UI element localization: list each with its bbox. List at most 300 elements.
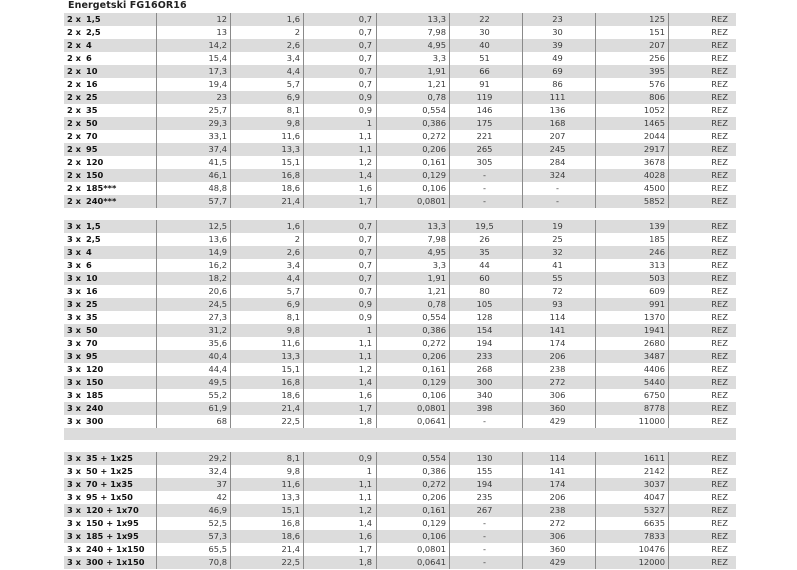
- table-cell: 1,6: [304, 389, 377, 402]
- table-cell: 194: [450, 478, 523, 491]
- table-cell: 2142: [596, 465, 669, 478]
- cores-label: 3 x: [67, 531, 82, 541]
- table-cell: REZ: [711, 273, 728, 283]
- cross-section-label: 1,5: [86, 14, 101, 24]
- cross-section-label: 35 + 1x25: [86, 453, 133, 463]
- cross-section-label: 25: [86, 299, 98, 309]
- table-cell: REZ: [711, 364, 728, 374]
- table-cell: 313: [596, 259, 669, 272]
- table-cell: 609: [596, 285, 669, 298]
- cores-label: 3 x: [67, 518, 82, 528]
- table-cell: 22: [450, 13, 523, 26]
- table-row: [64, 78, 736, 91]
- table-cell: 8,1: [231, 452, 304, 465]
- cross-section-label: 95: [86, 144, 98, 154]
- table-row: [64, 169, 736, 182]
- table-cell: 0,7: [304, 52, 377, 65]
- table-cell: -: [450, 182, 523, 195]
- table-cell: 0,9: [304, 298, 377, 311]
- cross-section-label: 120: [86, 157, 104, 167]
- table-cell: REZ: [711, 338, 728, 348]
- table-cell: 206: [523, 491, 596, 504]
- table-cell: 305: [450, 156, 523, 169]
- table-cell: 360: [523, 543, 596, 556]
- table-cell: 154: [450, 324, 523, 337]
- table-cell: 3,4: [231, 52, 304, 65]
- cross-section-label: 300: [86, 416, 104, 426]
- table-cell: 0,7: [304, 13, 377, 26]
- table-cell: 25: [523, 233, 596, 246]
- table-cell: 0,7: [304, 39, 377, 52]
- table-cell: 1941: [596, 324, 669, 337]
- table-row: [64, 220, 736, 233]
- cores-label: 2 x: [67, 40, 82, 50]
- table-cell: 8,1: [231, 311, 304, 324]
- table-cell: REZ: [711, 286, 728, 296]
- table-cell: 10476: [596, 543, 669, 556]
- table-row: [64, 117, 736, 130]
- table-cell: 19: [523, 220, 596, 233]
- table-cell: 3037: [596, 478, 669, 491]
- table-cell: 0,9: [304, 452, 377, 465]
- conductor-size-cell: [64, 143, 157, 156]
- table-cell: 111: [523, 91, 596, 104]
- table-cell: REZ: [711, 492, 728, 502]
- table-cell: -: [450, 556, 523, 569]
- table-cell: REZ: [711, 144, 728, 154]
- cores-label: 3 x: [67, 492, 82, 502]
- conductor-size-cell: [64, 504, 157, 517]
- cores-label: 3 x: [67, 273, 82, 283]
- table-cell: 0,9: [304, 311, 377, 324]
- table-cell: 0,161: [377, 156, 450, 169]
- table-cell: 1,2: [304, 156, 377, 169]
- table-cell: 18,6: [231, 389, 304, 402]
- table-cell: 1,4: [304, 517, 377, 530]
- table-cell: 114: [523, 452, 596, 465]
- table-cell: REZ: [711, 299, 728, 309]
- table-row: [64, 195, 736, 208]
- cores-label: 3 x: [67, 377, 82, 387]
- table-row: [64, 26, 736, 39]
- table-cell: REZ: [711, 27, 728, 37]
- table-cell: 5,7: [231, 285, 304, 298]
- table-cell: 2: [231, 26, 304, 39]
- cross-section-label: 70 + 1x35: [86, 479, 133, 489]
- cores-label: 3 x: [67, 479, 82, 489]
- table-cell: 66: [450, 65, 523, 78]
- table-cell: 48,8: [157, 182, 231, 195]
- table-cell: -: [523, 195, 596, 208]
- conductor-size-cell: [64, 272, 157, 285]
- cross-section-label: 16: [86, 286, 98, 296]
- table-cell: 4,95: [377, 39, 450, 52]
- cross-section-label: 240 + 1x150: [86, 544, 145, 554]
- table-cell: 1,8: [304, 556, 377, 569]
- table-cell: 30: [523, 26, 596, 39]
- cores-label: 2 x: [67, 27, 82, 37]
- table-cell: 1,1: [304, 350, 377, 363]
- table-cell: REZ: [711, 170, 728, 180]
- cores-label: 3 x: [67, 557, 82, 567]
- table-cell: 174: [523, 337, 596, 350]
- table-cell: 0,386: [377, 465, 450, 478]
- table-cell: 0,7: [304, 246, 377, 259]
- table-cell: 32,4: [157, 465, 231, 478]
- table-cell: 5,7: [231, 78, 304, 91]
- table-cell: 9,8: [231, 324, 304, 337]
- cross-section-label: 70: [86, 131, 98, 141]
- table-cell: REZ: [711, 40, 728, 50]
- table-row: [64, 39, 736, 52]
- table-cell: 57,7: [157, 195, 231, 208]
- table-cell: REZ: [711, 479, 728, 489]
- table-cell: 1,21: [377, 78, 450, 91]
- table-cell: 32: [523, 246, 596, 259]
- table-cell: 29,3: [157, 117, 231, 130]
- cores-label: 3 x: [67, 364, 82, 374]
- table-cell: 4028: [596, 169, 669, 182]
- conductor-size-cell: [64, 91, 157, 104]
- table-cell: REZ: [711, 531, 728, 541]
- table-cell: REZ: [711, 131, 728, 141]
- table-cell: 13,6: [157, 233, 231, 246]
- table-cell: 0,206: [377, 350, 450, 363]
- conductor-size-cell: [64, 530, 157, 543]
- table-cell: 13,3: [231, 143, 304, 156]
- table-row: [64, 491, 736, 504]
- table-cell: 136: [523, 104, 596, 117]
- table-cell: -: [450, 415, 523, 428]
- table-cell: 40,4: [157, 350, 231, 363]
- cross-section-label: 50 + 1x25: [86, 466, 133, 476]
- table-cell: 0,272: [377, 130, 450, 143]
- cross-section-label: 240: [86, 403, 104, 413]
- table-cell: 245: [523, 143, 596, 156]
- table-cell: 1,6: [231, 13, 304, 26]
- conductor-size-cell: [64, 478, 157, 491]
- table-cell: 25,7: [157, 104, 231, 117]
- cross-section-label: 16: [86, 79, 98, 89]
- cores-label: 3 x: [67, 351, 82, 361]
- cores-label: 2 x: [67, 157, 82, 167]
- table-row: [64, 402, 736, 415]
- table-cell: 9,8: [231, 117, 304, 130]
- table-cell: 395: [596, 65, 669, 78]
- table-cell: 265: [450, 143, 523, 156]
- table-row: [64, 324, 736, 337]
- cross-section-label: 95 + 1x50: [86, 492, 133, 502]
- table-cell: REZ: [711, 157, 728, 167]
- table-cell: REZ: [711, 351, 728, 361]
- conductor-size-cell: [64, 104, 157, 117]
- conductor-size-cell: [64, 415, 157, 428]
- table-cell: 256: [596, 52, 669, 65]
- table-cell: 141: [523, 324, 596, 337]
- table-cell: 1,1: [304, 130, 377, 143]
- table-cell: REZ: [711, 505, 728, 515]
- table-cell: 0,386: [377, 117, 450, 130]
- cores-label: 2 x: [67, 53, 82, 63]
- table-cell: 1,7: [304, 402, 377, 415]
- table-cell: 13: [157, 26, 231, 39]
- table-row: [64, 130, 736, 143]
- conductor-size-cell: [64, 311, 157, 324]
- table-row: [64, 65, 736, 78]
- table-cell: REZ: [711, 557, 728, 567]
- conductor-size-cell: [64, 324, 157, 337]
- table-cell: 57,3: [157, 530, 231, 543]
- table-cell: 1465: [596, 117, 669, 130]
- table-cell: 11,6: [231, 478, 304, 491]
- table-cell: 7,98: [377, 233, 450, 246]
- table-cell: REZ: [711, 14, 728, 24]
- table-cell: 49: [523, 52, 596, 65]
- table-row: [64, 543, 736, 556]
- cores-label: 2 x: [67, 79, 82, 89]
- table-cell: 55: [523, 272, 596, 285]
- table-cell: 12000: [596, 556, 669, 569]
- table-cell: 13,3: [377, 220, 450, 233]
- table-cell: 22,5: [231, 415, 304, 428]
- table-cell: 235: [450, 491, 523, 504]
- table-cell: 0,206: [377, 491, 450, 504]
- table-cell: 3487: [596, 350, 669, 363]
- table-cell: 1,7: [304, 543, 377, 556]
- table-cell: 503: [596, 272, 669, 285]
- table-row: [64, 259, 736, 272]
- table-cell: 0,161: [377, 504, 450, 517]
- table-cell: 1052: [596, 104, 669, 117]
- table-cell: 1: [304, 117, 377, 130]
- table-cell: 284: [523, 156, 596, 169]
- table-row: [64, 389, 736, 402]
- table-cell: 44,4: [157, 363, 231, 376]
- table-cell: 26: [450, 233, 523, 246]
- table-cell: 51: [450, 52, 523, 65]
- cross-section-label: 25: [86, 92, 98, 102]
- cross-section-label: 150 + 1x95: [86, 518, 139, 528]
- table-cell: 0,9: [304, 104, 377, 117]
- cross-section-label: 35: [86, 312, 98, 322]
- table-row: [64, 104, 736, 117]
- table-cell: REZ: [711, 325, 728, 335]
- table-cell: 18,6: [231, 182, 304, 195]
- table-cell: 0,0801: [377, 195, 450, 208]
- table-cell: 1,2: [304, 363, 377, 376]
- table-row: [64, 337, 736, 350]
- table-cell: 398: [450, 402, 523, 415]
- table-title: Energetski FG16OR16: [68, 0, 187, 11]
- table-cell: 0,7: [304, 65, 377, 78]
- conductor-size-cell: [64, 52, 157, 65]
- table-cell: REZ: [711, 466, 728, 476]
- conductor-size-cell: [64, 259, 157, 272]
- table-cell: 324: [523, 169, 596, 182]
- table-cell: 4,95: [377, 246, 450, 259]
- table-cell: REZ: [711, 66, 728, 76]
- table-row: [64, 298, 736, 311]
- table-cell: 0,554: [377, 104, 450, 117]
- table-cell: 0,0641: [377, 415, 450, 428]
- table-row: [64, 530, 736, 543]
- table-cell: 141: [523, 465, 596, 478]
- table-cell: 146: [450, 104, 523, 117]
- table-cell: 151: [596, 26, 669, 39]
- cores-label: 2 x: [67, 66, 82, 76]
- table-cell: 19,5: [450, 220, 523, 233]
- cross-section-label: 150: [86, 170, 104, 180]
- table-cell: 4500: [596, 182, 669, 195]
- table-cell: 5327: [596, 504, 669, 517]
- table-cell: 8,1: [231, 104, 304, 117]
- table-cell: 206: [523, 350, 596, 363]
- table-row: [64, 246, 736, 259]
- cross-section-label: 150: [86, 377, 104, 387]
- table-cell: 49,5: [157, 376, 231, 389]
- table-cell: -: [523, 182, 596, 195]
- table-cell: 5440: [596, 376, 669, 389]
- cores-label: 2 x: [67, 170, 82, 180]
- cores-label: 2 x: [67, 144, 82, 154]
- conductor-size-cell: [64, 78, 157, 91]
- table-cell: 1: [304, 324, 377, 337]
- table-cell: 125: [596, 13, 669, 26]
- table-cell: -: [450, 517, 523, 530]
- table-cell: 1,6: [304, 182, 377, 195]
- table-cell: 0,7: [304, 78, 377, 91]
- cross-section-label: 120: [86, 364, 104, 374]
- conductor-size-cell: [64, 452, 157, 465]
- table-cell: 70,8: [157, 556, 231, 569]
- cross-section-label: 50: [86, 118, 98, 128]
- table-cell: 429: [523, 556, 596, 569]
- table-cell: 306: [523, 530, 596, 543]
- cross-section-label: 2,5: [86, 234, 101, 244]
- conductor-size-cell: [64, 220, 157, 233]
- cross-section-label: 120 + 1x70: [86, 505, 139, 515]
- table-cell: 2,6: [231, 39, 304, 52]
- cross-section-label: 50: [86, 325, 98, 335]
- table-cell: 21,4: [231, 543, 304, 556]
- table-cell: 1,8: [304, 415, 377, 428]
- table-cell: 1,4: [304, 169, 377, 182]
- table-cell: 16,8: [231, 169, 304, 182]
- conductor-size-cell: [64, 350, 157, 363]
- cores-label: 3 x: [67, 260, 82, 270]
- table-cell: 0,0801: [377, 402, 450, 415]
- table-cell: REZ: [711, 416, 728, 426]
- cross-section-label: 6: [86, 260, 92, 270]
- table-cell: 14,9: [157, 246, 231, 259]
- table-cell: 991: [596, 298, 669, 311]
- table-cell: 0,7: [304, 285, 377, 298]
- cross-section-label: 240***: [86, 196, 117, 206]
- table-cell: 2044: [596, 130, 669, 143]
- section-divider: [64, 428, 736, 440]
- table-cell: REZ: [711, 105, 728, 115]
- table-cell: 238: [523, 363, 596, 376]
- table-cell: 185: [596, 233, 669, 246]
- table-cell: 4,4: [231, 65, 304, 78]
- conductor-size-cell: [64, 298, 157, 311]
- cross-section-label: 70: [86, 338, 98, 348]
- table-cell: 1,1: [304, 337, 377, 350]
- table-cell: 4,4: [231, 272, 304, 285]
- table-cell: 3,3: [377, 52, 450, 65]
- table-cell: 1,1: [304, 491, 377, 504]
- conductor-size-cell: [64, 13, 157, 26]
- table-cell: 267: [450, 504, 523, 517]
- conductor-size-cell: [64, 39, 157, 52]
- table-cell: 0,78: [377, 91, 450, 104]
- table-cell: 37,4: [157, 143, 231, 156]
- table-cell: 0,272: [377, 337, 450, 350]
- table-cell: 1,2: [304, 504, 377, 517]
- table-cell: REZ: [711, 53, 728, 63]
- table-cell: 194: [450, 337, 523, 350]
- table-cell: 16,2: [157, 259, 231, 272]
- table-cell: 5852: [596, 195, 669, 208]
- table-cell: 0,386: [377, 324, 450, 337]
- table-cell: 72: [523, 285, 596, 298]
- table-cell: 1: [304, 465, 377, 478]
- table-cell: 2917: [596, 143, 669, 156]
- table-cell: 29,2: [157, 452, 231, 465]
- table-cell: 91: [450, 78, 523, 91]
- table-cell: 15,4: [157, 52, 231, 65]
- table-cell: 0,272: [377, 478, 450, 491]
- table-row: [64, 233, 736, 246]
- table-cell: 11,6: [231, 130, 304, 143]
- table-cell: 39: [523, 39, 596, 52]
- table-cell: REZ: [711, 92, 728, 102]
- table-cell: 272: [523, 517, 596, 530]
- table-cell: 31,2: [157, 324, 231, 337]
- table-cell: 1,21: [377, 285, 450, 298]
- table-cell: 22,5: [231, 556, 304, 569]
- table-cell: 20,6: [157, 285, 231, 298]
- table-row: [64, 272, 736, 285]
- cross-section-label: 185 + 1x95: [86, 531, 139, 541]
- conductor-size-cell: [64, 195, 157, 208]
- table-cell: 13,3: [231, 350, 304, 363]
- table-cell: REZ: [711, 453, 728, 463]
- table-cell: 174: [523, 478, 596, 491]
- table-cell: 35,6: [157, 337, 231, 350]
- table-cell: 21,4: [231, 195, 304, 208]
- table-cell: 360: [523, 402, 596, 415]
- table-cell: 18,6: [231, 530, 304, 543]
- table-cell: 175: [450, 117, 523, 130]
- cores-label: 3 x: [67, 325, 82, 335]
- table-cell: 0,161: [377, 363, 450, 376]
- table-cell: 0,206: [377, 143, 450, 156]
- table-row: [64, 52, 736, 65]
- table-cell: 12,5: [157, 220, 231, 233]
- table-cell: 306: [523, 389, 596, 402]
- table-cell: 300: [450, 376, 523, 389]
- cores-label: 3 x: [67, 247, 82, 257]
- table-cell: 207: [523, 130, 596, 143]
- cross-section-label: 185***: [86, 183, 117, 193]
- table-cell: 0,7: [304, 220, 377, 233]
- table-cell: 0,7: [304, 259, 377, 272]
- table-cell: 130: [450, 452, 523, 465]
- table-cell: 41: [523, 259, 596, 272]
- table-row: [64, 311, 736, 324]
- cable-spec-table: [64, 13, 736, 569]
